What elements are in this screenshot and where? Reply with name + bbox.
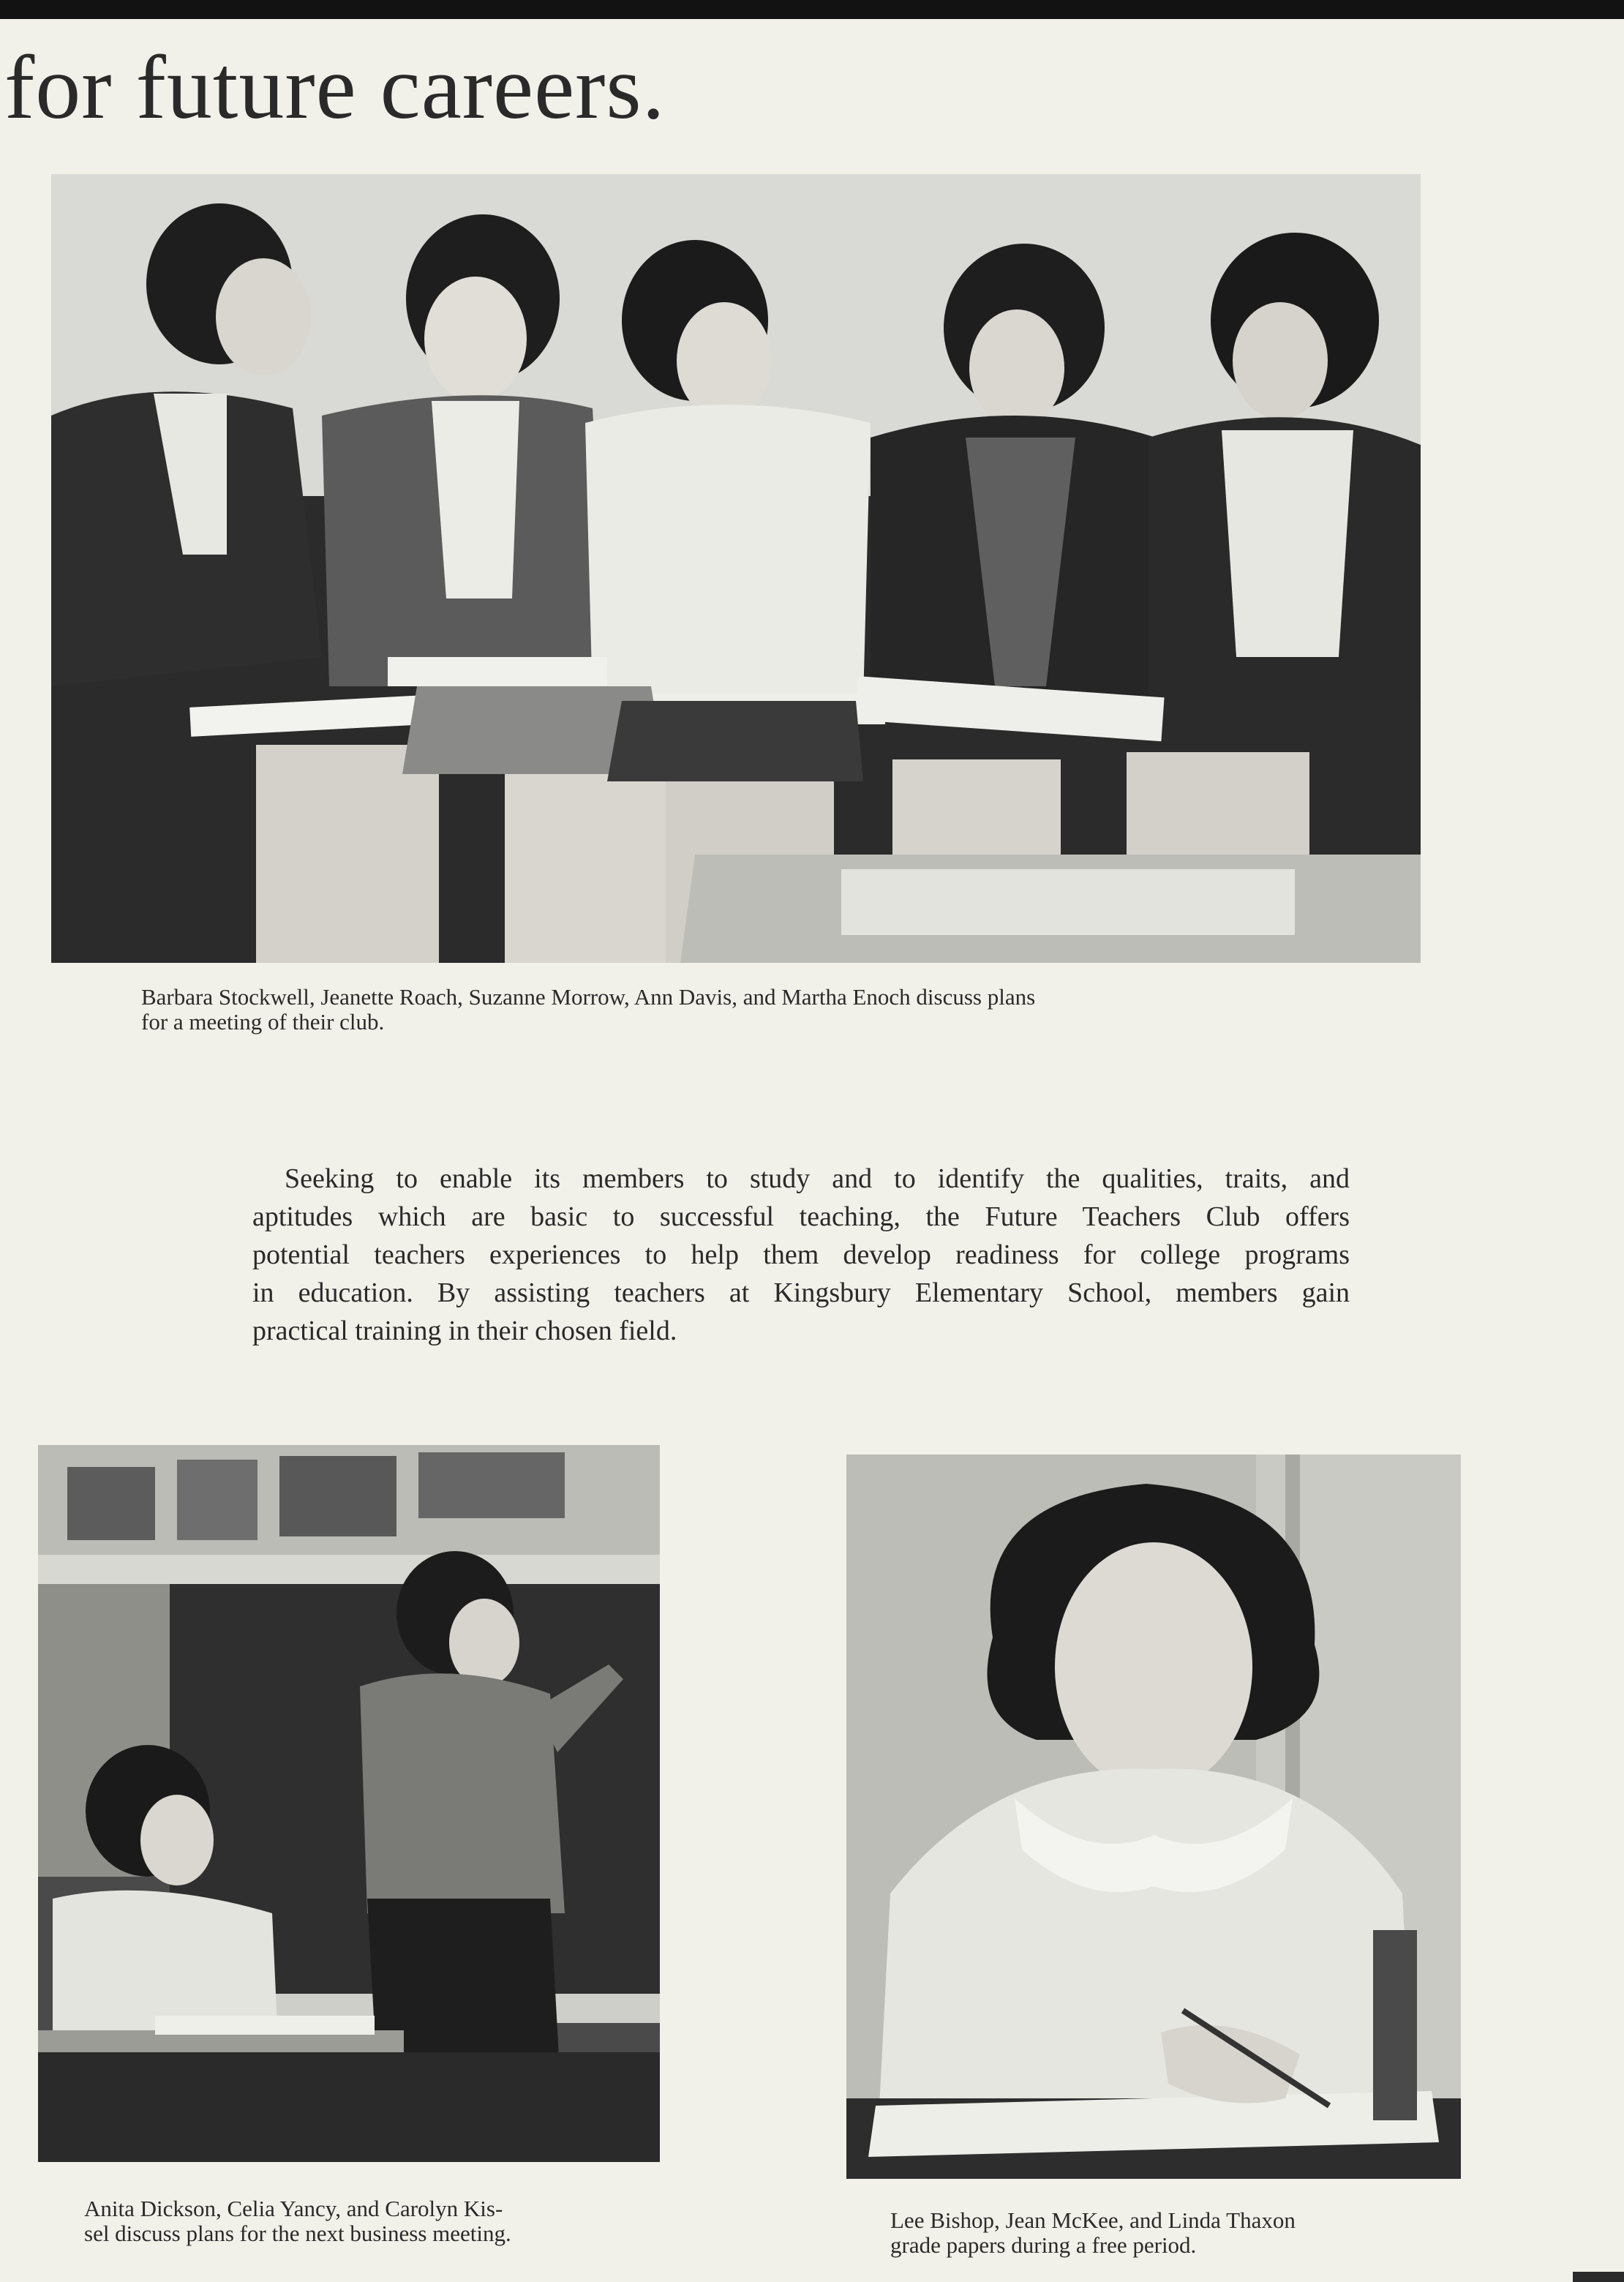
caption-line: Lee Bishop, Jean McKee, and Linda Thaxon [890,2207,1296,2233]
grading-papers-portrait-photo [846,1455,1461,2179]
article-line: practical training in their chosen field. [252,1315,677,1346]
article-line: Seeking to enable its members to study and to identify the qualities, traits, and [285,1163,1350,1194]
page-title: for future careers. [4,37,666,138]
classroom-photo-caption [84,2196,511,2246]
group-photo-caption [141,985,1035,1035]
portrait-photo-illustration [846,1455,1461,2179]
group-photo-club-members [51,174,1421,963]
page-corner-mark [1573,2272,1624,2282]
group-photo-illustration [51,174,1421,963]
caption-line: for a meeting of their club. [141,1009,385,1035]
caption-line: Barbara Stockwell, Jeanette Roach, Suzanne Morrow, Ann Davis, and Martha Enoch discuss plans [141,984,1036,1010]
article-line: potential teachers experiences to help them develop readiness for college programs [252,1239,1350,1270]
page-top-border [0,0,1624,19]
article-paragraph [252,1160,1350,1350]
caption-line: sel discuss plans for the next business meeting. [84,2221,511,2246]
article-line: aptitudes which are basic to successful teaching, the Future Teachers Club offers [252,1201,1350,1232]
classroom-chalkboard-photo [38,1445,660,2162]
caption-line: grade papers during a free period. [890,2232,1197,2258]
portrait-photo-caption [890,2208,1296,2258]
article-line: in education. By assisting teachers at Kingsbury Elementary School, members gain [252,1277,1350,1308]
caption-line: Anita Dickson, Celia Yancy, and Carolyn Kis- [84,2196,503,2221]
classroom-photo-illustration [38,1445,660,2162]
